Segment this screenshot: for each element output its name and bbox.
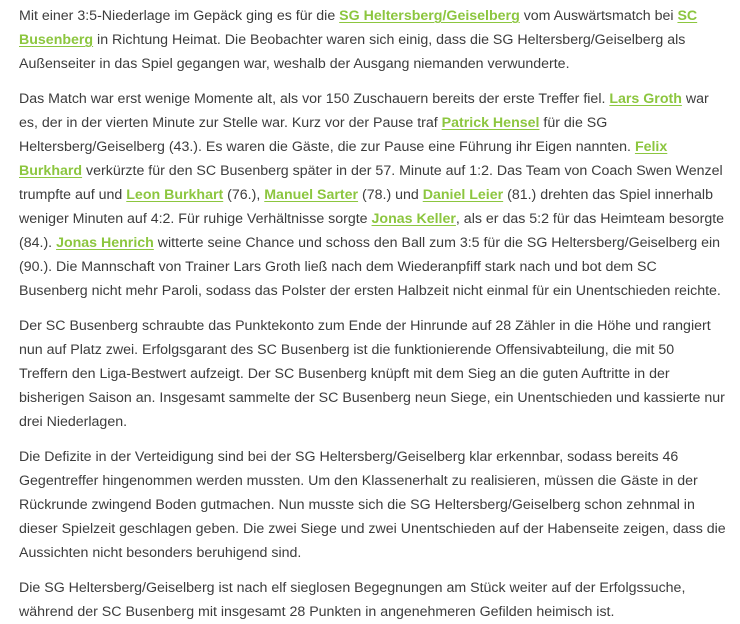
entity-link[interactable]: Manuel Sarter bbox=[264, 187, 359, 203]
paragraph-text: Die Defizite in der Verteidigung sind bei der SG Heltersberg/Geiselberg klar erkennbar, sodass bereits 46 Gegentreffer hingenommen werden mussten. Um den Klassenerhalt zu realisieren, müssen die Gäste in der Rückrunde zwingend Boden gutmachen. Nun musste sich die SG Heltersberg/Geiselberg schon zehnmal in dieser Spielzeit geschlagen geben. Die zwei Siege und zwei Unentschieden auf der Habenseite zeigen, dass die Aussichten nicht besonders beruhigend sind. bbox=[19, 449, 726, 561]
paragraph-text: witterte seine Chance und schoss den Ball zum 3:5 für die SG Heltersberg/Geiselberg ein (90.). Die Mannschaft von Trainer Lars Groth ließ nach dem Wiederanpfiff stark nach und bot dem SC Busenberg nicht mehr Paroli, sodass das Polster der ersten Halbzeit nicht einmal für ein Unentschieden reichte. bbox=[19, 235, 721, 299]
paragraph-text: Mit einer 3:5-Niederlage im Gepäck ging es für die bbox=[19, 8, 340, 24]
entity-link[interactable]: SG Heltersberg/Geiselberg bbox=[339, 8, 520, 24]
paragraph-text: in Richtung Heimat. Die Beobachter waren sich einig, dass die SG Heltersberg/Geiselberg als Außenseiter in das Spiel gegangen war, weshalb der Ausgang niemanden verwunderte. bbox=[19, 32, 686, 72]
paragraph-text: vom Auswärtsmatch bei bbox=[519, 8, 678, 24]
entity-link[interactable]: SC Busenberg bbox=[19, 8, 698, 48]
article-paragraph bbox=[19, 445, 726, 565]
paragraph-text: , als er das 5:2 für das Heimteam besorgte (84.). bbox=[19, 211, 725, 251]
paragraph-text: (78.) und bbox=[358, 187, 423, 203]
paragraph-text: für die SG Heltersberg/Geiselberg (43.). Es waren die Gäste, die zur Pause eine Führung ihr Eigen nannten. bbox=[19, 115, 635, 155]
entity-link[interactable]: Jonas Henrich bbox=[56, 235, 154, 251]
paragraph-text: verkürzte für den SC Busenberg später in der 57. Minute auf 1:2. Das Team von Coach Swen Wenzel trumpfte auf und bbox=[19, 163, 723, 203]
article-paragraph bbox=[19, 87, 726, 303]
paragraph-text: Die SG Heltersberg/Geiselberg ist nach elf sieglosen Begegnungen am Stück weiter auf der Erfolgssuche, während der SC Busenberg mit insgesamt 28 Punkten in angenehmeren Gefilden heimisch ist. bbox=[19, 580, 686, 620]
entity-link[interactable]: Jonas Keller bbox=[371, 211, 456, 227]
entity-link[interactable]: Leon Burkhart bbox=[126, 187, 224, 203]
entity-link[interactable]: Patrick Hensel bbox=[441, 115, 540, 131]
entity-link[interactable]: Lars Groth bbox=[609, 91, 682, 107]
paragraph-text: war es, der in der vierten Minute zur Stelle war. Kurz vor der Pause traf bbox=[19, 91, 709, 131]
paragraph-text: (81.) drehten das Spiel innerhalb weniger Minuten auf 4:2. Für ruhige Verhältnisse sorgte bbox=[19, 187, 713, 227]
entity-link[interactable]: Felix Burkhard bbox=[19, 139, 668, 179]
entity-link[interactable]: Daniel Leier bbox=[422, 187, 504, 203]
article-paragraph bbox=[19, 576, 726, 624]
article-paragraph bbox=[19, 314, 726, 434]
article-paragraph bbox=[19, 4, 726, 76]
paragraph-text: Der SC Busenberg schraubte das Punktekonto zum Ende der Hinrunde auf 28 Zähler in die Höhe und rangiert nun auf Platz zwei. Erfolgsgarant des SC Busenberg ist die funktionierende Offensivabteilung, die mit 50 Treffern den Liga-Bestwert aufzeigt. Der SC Busenberg knüpft mit dem Sieg an die guten Auftritte in der bisherigen Saison an. Insgesamt sammelte der SC Busenberg neun Siege, ein Unentschieden und kassierte nur drei Niederlagen. bbox=[19, 318, 725, 430]
paragraph-text: (76.), bbox=[223, 187, 265, 203]
paragraph-text: Das Match war erst wenige Momente alt, als vor 150 Zuschauern bereits der erste Treffer fiel. bbox=[19, 91, 610, 107]
